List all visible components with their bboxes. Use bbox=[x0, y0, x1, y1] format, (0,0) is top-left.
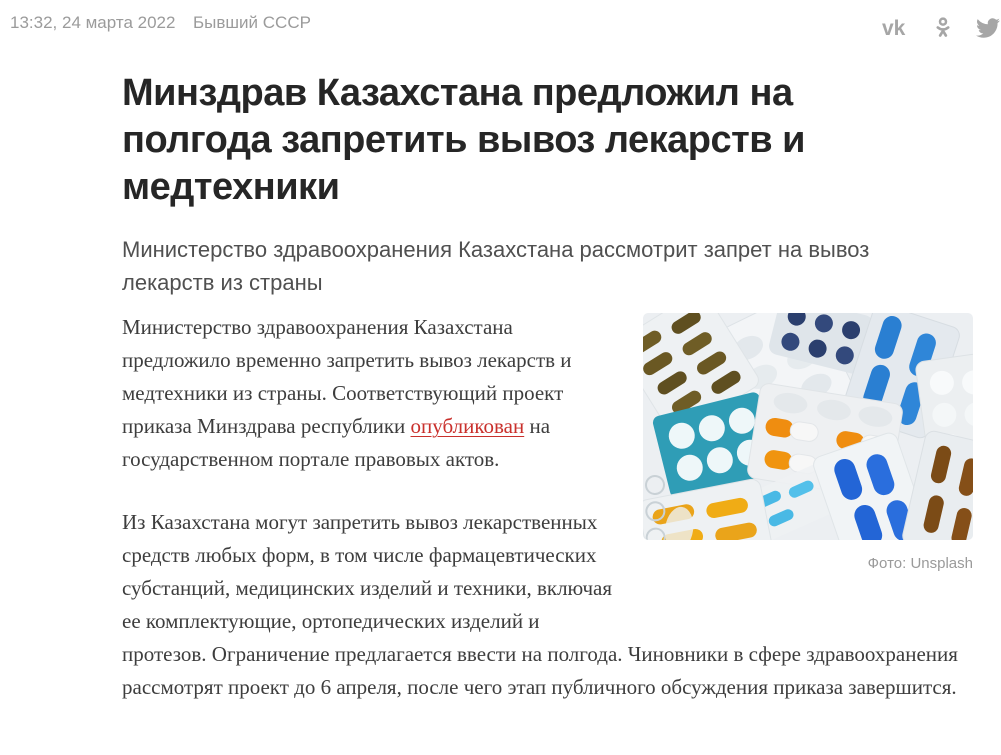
article-body bbox=[122, 311, 973, 704]
article bbox=[122, 0, 973, 704]
twitter-share-button[interactable] bbox=[975, 16, 1001, 40]
article-photo bbox=[643, 313, 973, 540]
article-lead: Министерство здравоохранения Казахстана рассмотрит запрет на вывоз лекарств из страны bbox=[122, 237, 870, 295]
published-link[interactable]: опубликован bbox=[410, 414, 525, 438]
article-title: Минздрав Казахстана предложил на полгода запретить вывоз лекарств и медтехники bbox=[122, 72, 806, 208]
photo-caption: Фото: Unsplash bbox=[867, 555, 973, 572]
article-timestamp: 13:32, 24 марта 2022 bbox=[10, 13, 176, 32]
paragraph-1-text-before: Министерство здравоохранения Казахстана предложило временно запретить вывоз лекарств и медтехники из страны. Соответствующий проект приказа Минздрава республики bbox=[122, 315, 572, 438]
article-photo-figure bbox=[643, 313, 973, 580]
svg-text:vk: vk bbox=[882, 17, 906, 40]
category-link[interactable]: Бывший СССР bbox=[193, 13, 311, 32]
paragraph-2: Из Казахстана могут запретить вывоз лекарственных средств любых форм, в том числе фармацевтических субстанций, медицинских изделий и техники, включая ее комплектующие, ортопедических изделий и протезов. Ограничение предлагается ввести на полгода. Чиновники в сфере здравоохранения рассмотрят проект до 6 апреля, после чего этап публичного обсуждения приказа завершится. bbox=[122, 510, 958, 699]
paragraph-1-text-after: на государственном портале правовых актов. bbox=[122, 414, 551, 471]
twitter-icon bbox=[975, 16, 1001, 40]
